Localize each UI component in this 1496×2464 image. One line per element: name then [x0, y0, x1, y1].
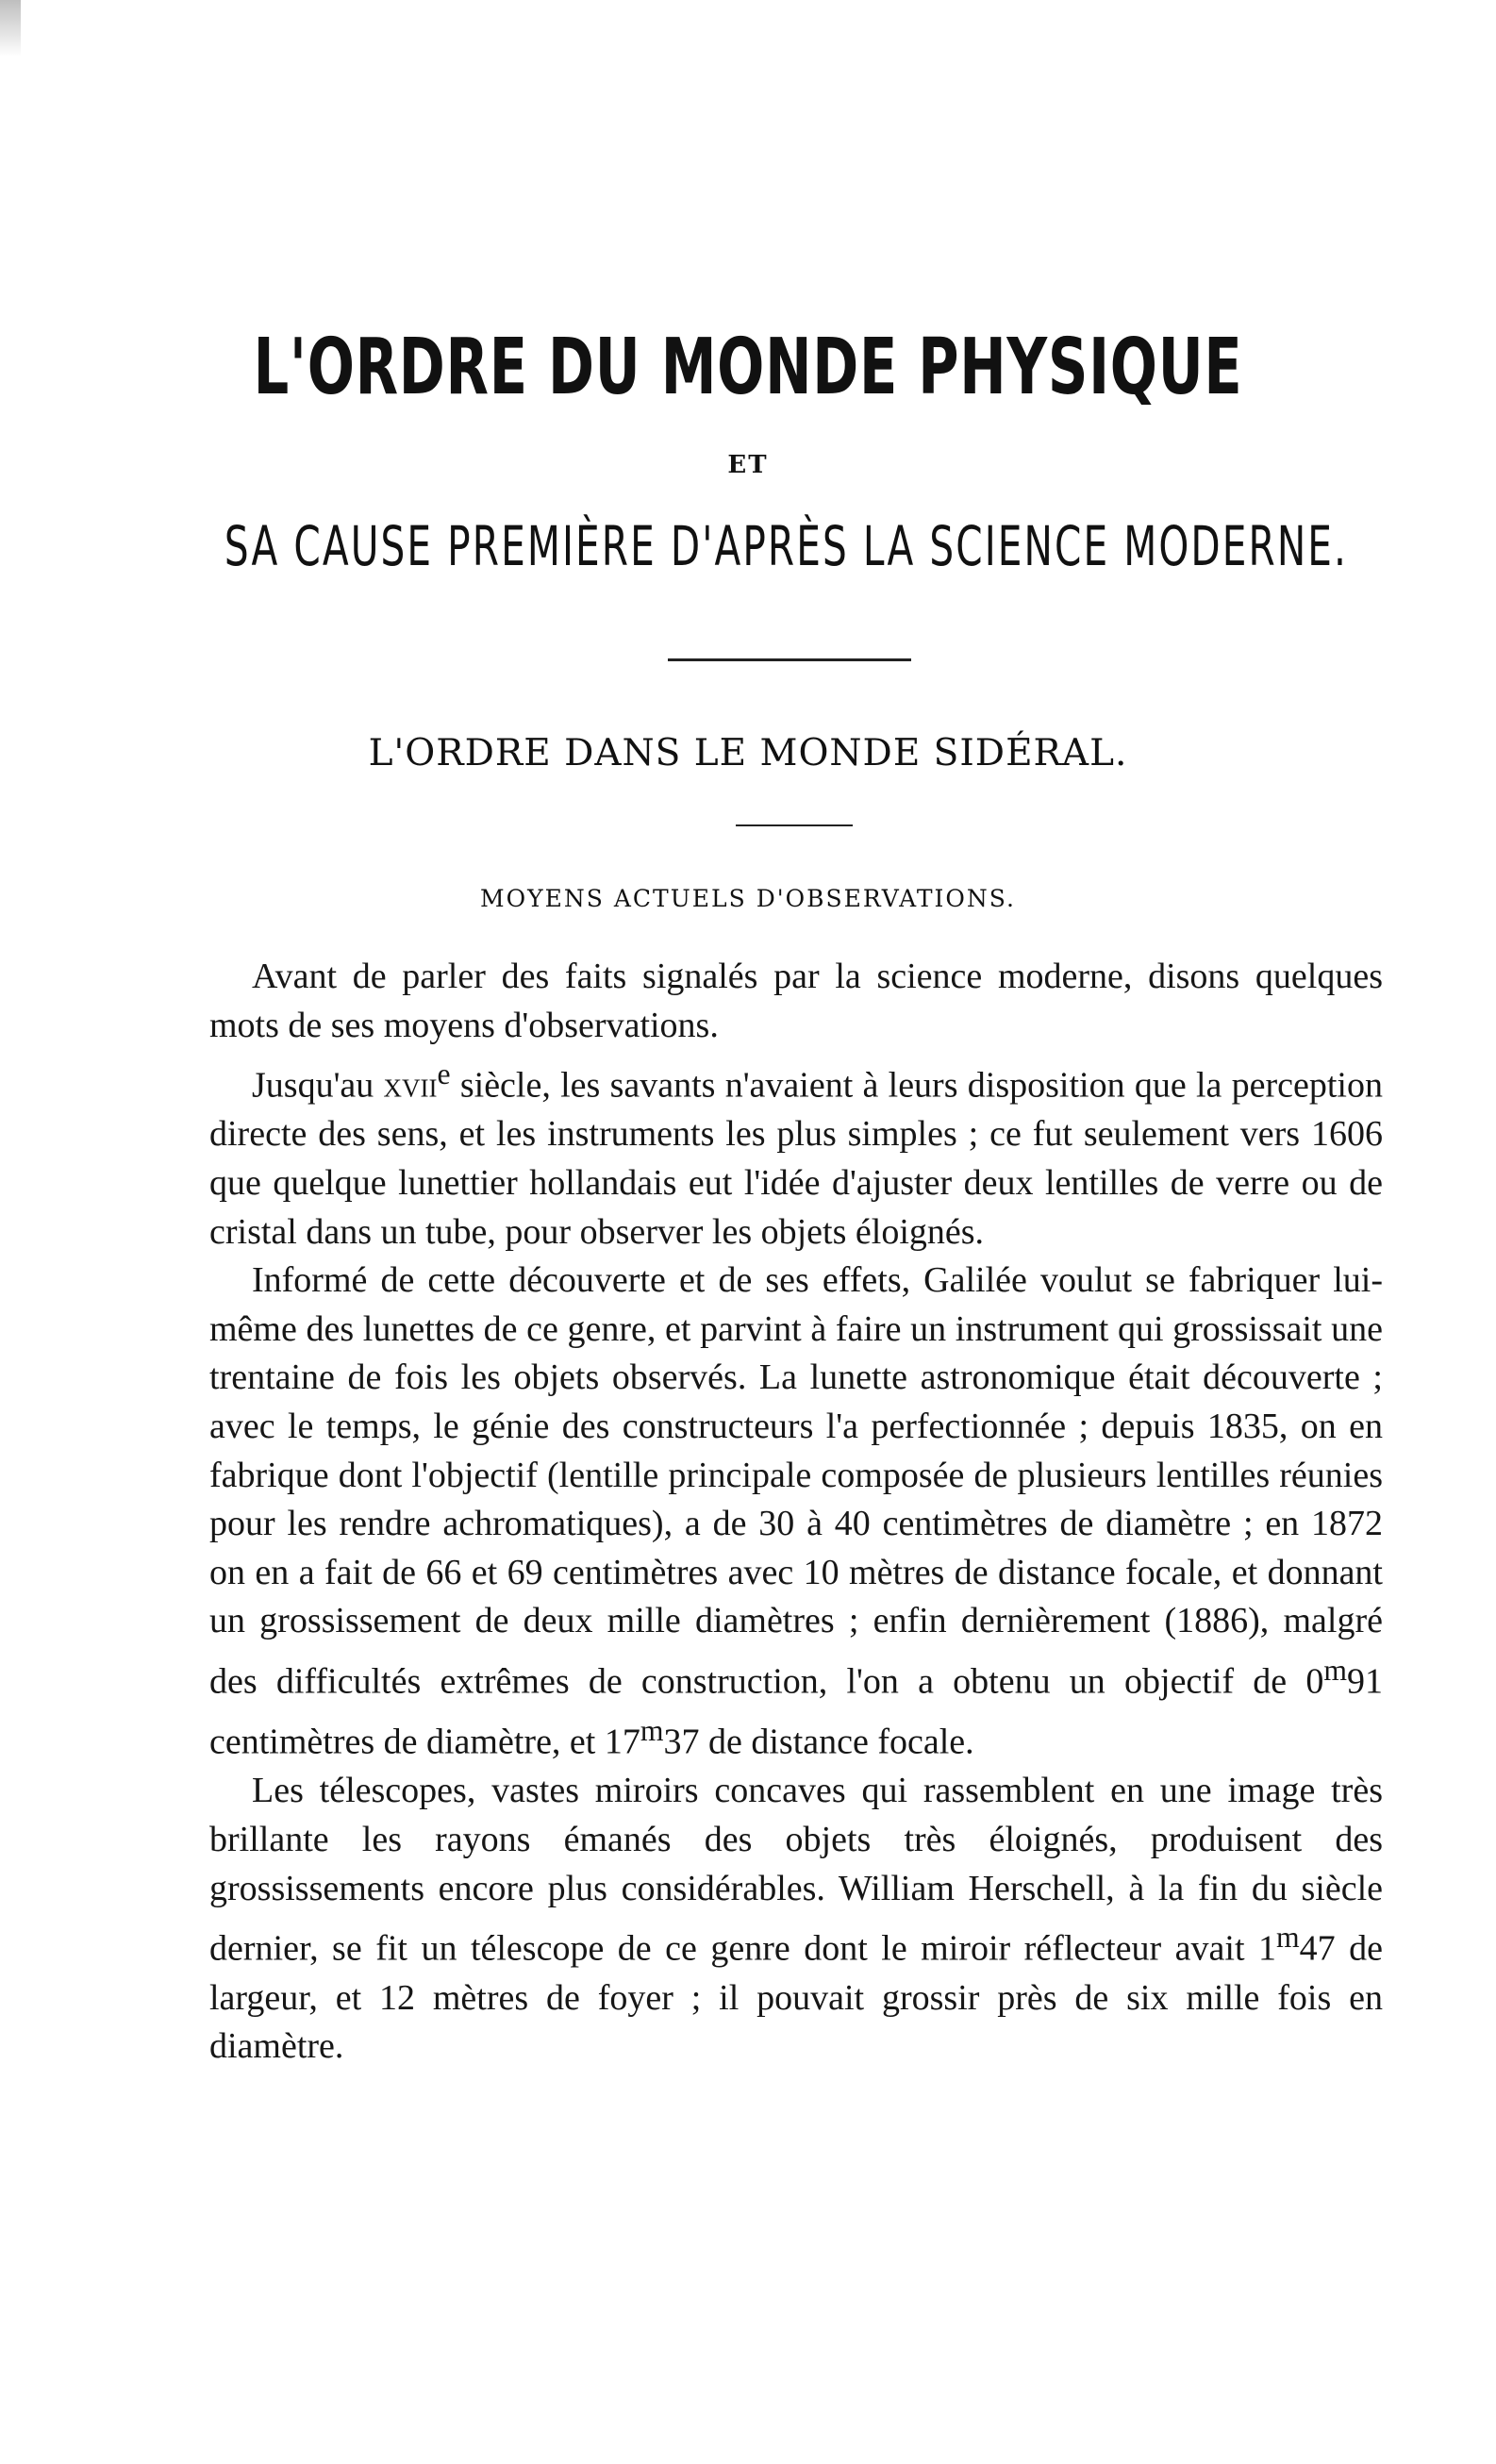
paragraph-text: 91 centimètres de diamètre, et 17 — [209, 1661, 1392, 1762]
section-heading: L'ORDRE DANS LE MONDE SIDÉRAL. — [368, 732, 1128, 774]
century-superscript: e — [437, 1057, 451, 1091]
unit-superscript: m — [640, 1714, 664, 1748]
page-edge-stain — [0, 0, 21, 57]
body-text — [209, 953, 1392, 2072]
paragraph-1 — [209, 953, 1392, 1050]
century-numeral: xvii — [383, 1065, 438, 1106]
page-title: L'ORDRE DU MONDE PHYSIQUE — [253, 323, 1243, 412]
paragraph-3 — [209, 1257, 1392, 1767]
unit-superscript: m — [1323, 1653, 1347, 1687]
title-connector: ET — [727, 451, 769, 479]
paragraph-text: Les télescopes, vastes miroirs concaves qui rassemblent en une image très brillante les rayons émanés des objets très éloignés, produisent des grossissements encore plus considérables. William Herschell, à la fin du siècle dernier, se fit un télescope de ce genre dont le miroir réflecteur avait 1 — [209, 1771, 1392, 1969]
paragraph-2 — [209, 1050, 1392, 1257]
paragraph-text: Avant de parler des faits signalés par la science moderne, disons quelques mots de ses moyens d'observations. — [209, 957, 1392, 1045]
title-divider — [668, 658, 911, 661]
paragraph-4 — [209, 1767, 1392, 2071]
subsection-heading: MOYENS ACTUELS D'OBSERVATIONS. — [480, 885, 1016, 912]
unit-superscript: m — [1276, 1921, 1300, 1955]
paragraph-text: 37 de distance focale. — [663, 1722, 974, 1762]
paragraph-text: 47 de largeur, et 12 mètres de foyer ; il pouvait grossir près de six mille fois en diamètre. — [209, 1928, 1392, 2067]
paragraph-text: siècle, les savants n'avaient à leurs disposition que la perception directe des sens, et les instruments les plus simples ; ce fut seulement vers 1606 que quelque lunettier hollandais eut l'idée d'ajuster deux lentilles de verre ou de cristal dans un tube, pour observer les objets éloignés. — [209, 1065, 1392, 1252]
paragraph-text: Jusqu'au — [252, 1065, 384, 1106]
page-subtitle: SA CAUSE PREMIÈRE D'APRÈS LA SCIENCE MODERNE. — [224, 514, 1349, 578]
paragraph-text: Informé de cette découverte et de ses effets, Galilée voulut se fabriquer lui-même des lunettes de ce genre, et parvint à faire un instrument qui grossissait une trentaine de fois les objets observés. La lunette astronomique était découverte ; avec le temps, le génie des constructeurs l'a perfectionnée ; depuis 1835, on en fabrique dont l'objectif (lentille principale composée de plusieurs lentilles réunies pour les rendre achromatiques), a de 30 à 40 centimètres de diamètre ; en 1872 on en a fait de 66 et 69 centimètres avec 10 mètres de distance focale, et donnant un grossissement de deux mille diamètres ; enfin dernièrement (1886), malgré des difficultés extrêmes de construction, l'on a obtenu un objectif de 0 — [209, 1260, 1392, 1702]
section-divider — [736, 824, 853, 826]
